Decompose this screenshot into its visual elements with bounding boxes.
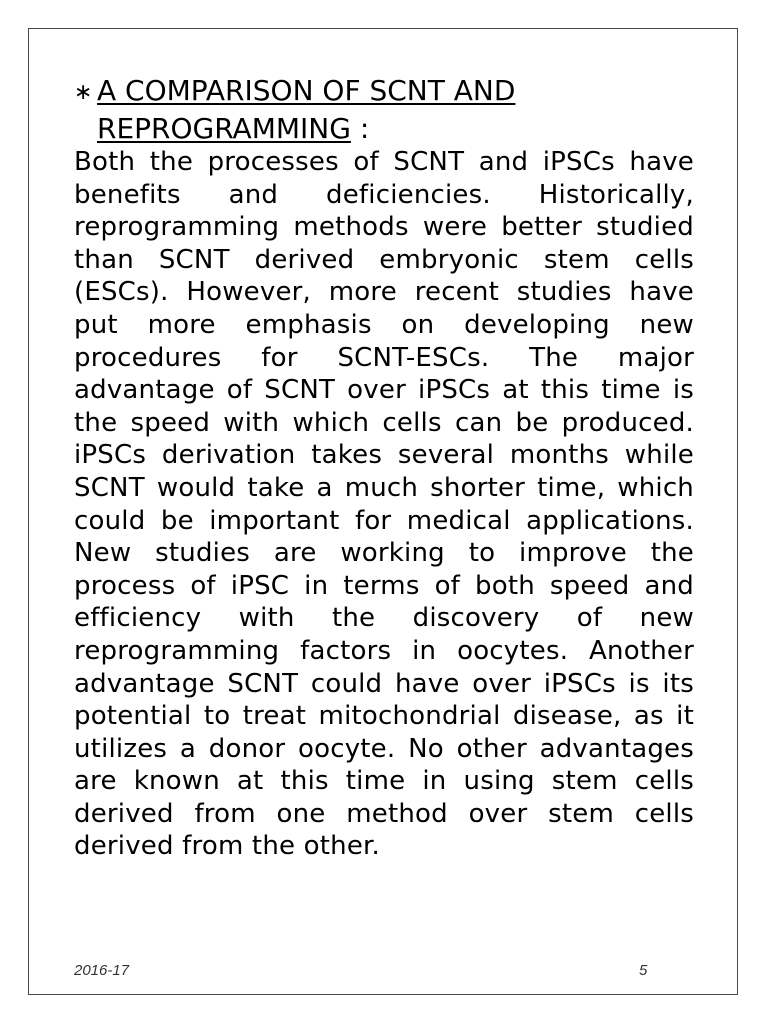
slide-heading — [74, 72, 694, 148]
footer-year: 2016-17 — [74, 962, 130, 979]
footer-page-number: 5 — [639, 962, 648, 979]
body-paragraph: Both the processes of SCNT and iPSCs have benefits and deficiencies. Historically, reprogramming methods were better studied than SCNT derived embryonic stem cells (ESCs). However, more recent studies have put more emphasis on developing new procedures for SCNT-ESCs. The major advantage of SCNT over iPSCs at this time is the speed with which cells can be produced. iPSCs derivation takes several months while SCNT would take a much shorter time, which could be important for medical applications. New studies are working to improve the process of iPSC in terms of both speed and efficiency with the discovery of new reprogramming factors in oocytes. Another advantage SCNT could have over iPSCs is its potential to treat mitochondrial disease, as it utilizes a donor oocyte. No other advantages are known at this time in using stem cells derived from one method over stem cells derived from the other. — [74, 147, 694, 862]
heading-line-1: A COMPARISON OF SCNT AND — [97, 74, 516, 107]
heading-suffix: : — [350, 112, 370, 145]
bullet-icon: ∗ — [74, 80, 93, 105]
heading-line-2: REPROGRAMMING — [97, 112, 351, 145]
